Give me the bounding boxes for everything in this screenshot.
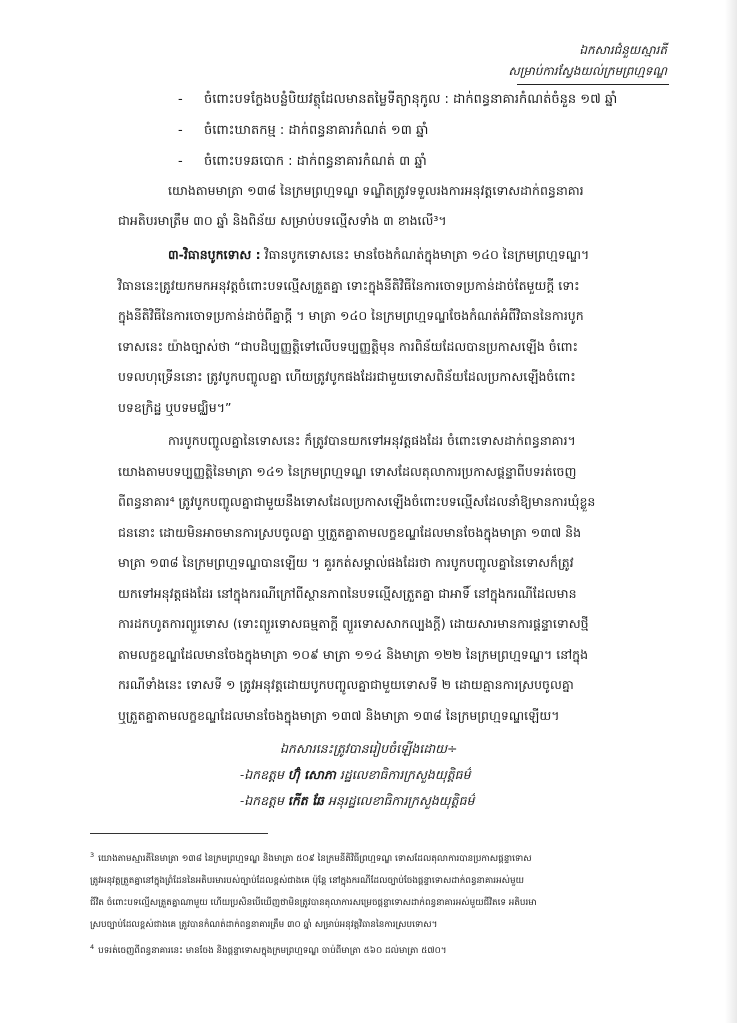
paragraph-line: ពីពន្ធនាគារ⁴ ត្រូវបូកបញ្ចូលគ្នាជាមួយនឹងទោសដែលប្រកាសឡើងចំពោះបទល្មើសដែលនាំឱ្យមានការឃុំខ្លួន (118, 494, 596, 509)
paragraph-cumulation-rule (118, 240, 684, 423)
paragraph-line: បទឧក្រិដ្ឋ ឬបទមជ្ឈិម។” (118, 399, 232, 415)
list-item (178, 115, 678, 146)
paragraph-line: ជននោះ ដោយមិនអាចមានការស្របចូលគ្នា ឬត្រួតគ្នាតាមលក្ខខណ្ឌដែលមានចែងក្នុងមាត្រា ១៣៧ និង (118, 524, 582, 540)
footnote-line: បទរត់ចេញពីពន្ធនាគារនេះ មានចែង និងផ្តន្ទាទោសក្នុងក្រមព្រហ្មទណ្ឌ ចាប់ពីមាត្រា ៥៦០ ដល់មាត្រា ៥៧០។ (98, 945, 447, 956)
running-header (508, 40, 667, 82)
header-line-2: សម្រាប់ការស្វែងយល់ក្រមព្រហ្មទណ្ឌ (508, 64, 667, 78)
header-line-1: ឯកសារជំនួយស្មារតី (579, 43, 667, 57)
page-edge-shadow (725, 0, 737, 1023)
paragraph-line: វិធាននេះត្រូវយកមកអនុវត្តចំពោះបទល្មើសត្រួតគ្នា ទោះក្នុងនីតិវិធីនៃការចោទប្រកាន់ដាច់តែមួយក្តី ទោះ (118, 277, 580, 293)
paragraph-line: យោងតាមបទប្បញ្ញត្តិនៃមាត្រា ១៤១ នៃក្រមព្រហ្មទណ្ឌ ទោសដែលតុលាការប្រកាសផ្តន្ទាពីបទរត់ចេញ (118, 463, 577, 479)
footnote-divider (90, 833, 268, 834)
preparer-2: -ឯកឧត្តម កើត ឆែ អនុរដ្ឋលេខាធិការក្រសួងយុត្តិធម៌ (240, 793, 475, 808)
preparer-1: -ឯកឧត្តម ហ៊ុំ សោភា រដ្ឋលេខាធិការក្រសួងយុត្តិធម៌ (240, 767, 471, 782)
list-dash: - (178, 92, 183, 107)
list-dash: - (178, 123, 183, 138)
penalty-list (178, 84, 678, 177)
footnotes (90, 844, 686, 962)
paragraph-cumulation-application (118, 426, 684, 731)
prepared-by-label: ឯកសារនេះត្រូវបានរៀបចំឡើងដោយ÷ (280, 741, 458, 756)
section-heading: ៣-វិធានបូកទោស : (168, 247, 261, 262)
list-item-text: ចំពោះបទឆបោក : ដាក់ពន្ធនាគារកំណត់ ៣ ឆ្នាំ (204, 154, 427, 169)
footnote-line: ស្របច្បាប់ដែលខ្ពស់ជាងគេ ត្រូវបានកំណត់ដាក់ពន្ធនាគារត្រឹម ៣០ ឆ្នាំ សម្រាប់អនុវត្តវិធាននៃការស្របទោស។ (90, 919, 438, 930)
list-item-text: ចំពោះឃាតកម្ម : ដាក់ពន្ធនាគារកំណត់ ១៣ ឆ្នាំ (204, 123, 429, 138)
list-item (178, 146, 678, 177)
paragraph-line: តាមលក្ខខណ្ឌដែលមានចែងក្នុងមាត្រា ១០៩ មាត្រា ១១៤ និងមាត្រា ១២២ នៃក្រមព្រហ្មទណ្ឌ។ នៅក្នុង (118, 646, 589, 662)
paragraph-line: វិធានបូកទោសនេះ មានចែងកំណត់ក្នុងមាត្រា ១៤០ នៃក្រមព្រហ្មទណ្ឌ។ (260, 247, 590, 262)
paragraph-line: ករណីទាំងនេះ ទោសទី ១ ត្រូវអនុវត្តដោយបូកបញ្ចូលគ្នាជាមួយទោសទី ២ ដោយគ្មានការស្របចូលគ្នា (118, 677, 574, 692)
paragraph-line: យកទៅអនុវត្តផងដែរ នៅក្នុងករណីក្រៅពីស្ថានភាពនៃបទល្មើសត្រួតគ្នា ជាអាទិ៍ នៅក្នុងករណីដែលមាន (118, 585, 577, 601)
list-item (178, 84, 678, 115)
list-item-text: ចំពោះបទក្លែងបន្លំបិយវត្ថុដែលមានតម្លៃទីត្យានុកូល : ដាក់ពន្ធនាគារកំណត់ចំនួន ១៧ ឆ្នាំ (204, 92, 618, 107)
paragraph-line: ឬត្រួតគ្នាតាមលក្ខខណ្ឌដែលមានចែងក្នុងមាត្រា ១៣៧ និងមាត្រា ១៣៨ នៃក្រមព្រហ្មទណ្ឌឡើយ។ (118, 707, 560, 723)
paragraph-line: បទលហុទ្រើននោះ ត្រូវបូកបញ្ចូលគ្នា ហើយត្រូវបូកផងដែរជាមួយទោសពិន័យដែលប្រកាសឡើងចំពោះ (118, 369, 576, 384)
footnote-line: ជីវិត ចំពោះបទល្មើសត្រួតគ្នាណាមួយ ហើយប្រសិនបើឃើញថាមិនត្រូវបានតុលាការសម្រេចផ្តន្ទាទោសដាក់ពន្ធនាគារអស់មួយជីវិតទេ អតិបរមា (90, 897, 537, 908)
preparer-title: រដ្ឋលេខាធិការក្រសួងយុត្តិធម៌ (335, 767, 471, 782)
footnote-line: យោងតាមស្មារតីនៃមាត្រា ១៣៨ នៃក្រមព្រហ្មទណ្ឌ និងមាត្រា ៥០៩ នៃក្រមនីតិវិធីព្រហ្មទណ្ឌ ទោសដែលតុលាការបានប្រកាសផ្តន្ទាទោស (98, 853, 532, 864)
footnote-line: ត្រូវអនុវត្តត្រួតគ្នានៅក្នុងព្រំដែននៃអតិបរមារបស់ច្បាប់ដែលខ្ពស់ជាងគេ ប៉ុន្តែ នៅក្នុងករណីដែលច្បាប់ចែងផ្តន្ទាទោសដាក់ពន្ធនាគារអស់មួយ (90, 875, 525, 886)
list-dash: - (178, 154, 183, 169)
footnote-3 (90, 844, 686, 936)
footnote-4 (90, 936, 686, 962)
footnote-number: 3 (90, 851, 95, 859)
paragraph-line: ជាអតិបរមាត្រឹម ៣០ ឆ្នាំ និងពិន័យ សម្រាប់បទល្មើសទាំង ៣ ខាងលើ³។ (118, 213, 447, 228)
paragraph-line: ការដកហូតការព្យួរទោស (ទោះព្យួរទោសធម្មតាក្តី ព្យួរទោសសាកល្បងក្តី) ដោយសារមានការផ្តន្ទាទោសថ្មី (118, 616, 589, 631)
paragraph-line: មាត្រា ១៣៨ នៃក្រមព្រហ្មទណ្ឌបានឡើយ ។ គួរកត់សម្គាល់ផងដែរថា ការបូកបញ្ចូលគ្នានៃទោសក៏ត្រូវ (118, 555, 574, 570)
preparer-name: កើត ឆែ (287, 793, 324, 808)
paragraph-line: យោងតាមមាត្រា ១៣៨ នៃក្រមព្រហ្មទណ្ឌ ទណ្ឌិតត្រូវទទួលរងការអនុវត្តទោសដាក់ពន្ធនាគារ (168, 183, 584, 198)
prepared-by-block (240, 736, 475, 814)
preparer-title: អនុរដ្ឋលេខាធិការក្រសួងយុត្តិធម៌ (323, 793, 475, 808)
paragraph-line: ការបូកបញ្ចូលគ្នានៃទោសនេះ ក៏ត្រូវបានយកទៅអនុវត្តផងដែរ ចំពោះទោសដាក់ពន្ធនាគារ។ (168, 433, 576, 448)
preparer-name: ហ៊ុំ សោភា (287, 767, 336, 782)
footnote-number: 4 (90, 942, 95, 951)
paragraph-line: ទោសនេះ យ៉ាងច្បាស់ថា “ជាបដិប្បញ្ញត្តិទៅលើបទប្បញ្ញត្តិមុន ការពិន័យដែលបានប្រកាសឡើង ចំពោះ (118, 338, 579, 354)
paragraph-max-penalty (118, 176, 684, 236)
paragraph-line: ក្នុងនីតិវិធីនៃការចោទប្រកាន់ដាច់ពីគ្នាក្តី ។ មាត្រា ១៤០ នៃក្រមព្រហ្មទណ្ឌចែងកំណត់អំពីវិធាននៃការបូក (118, 308, 584, 323)
